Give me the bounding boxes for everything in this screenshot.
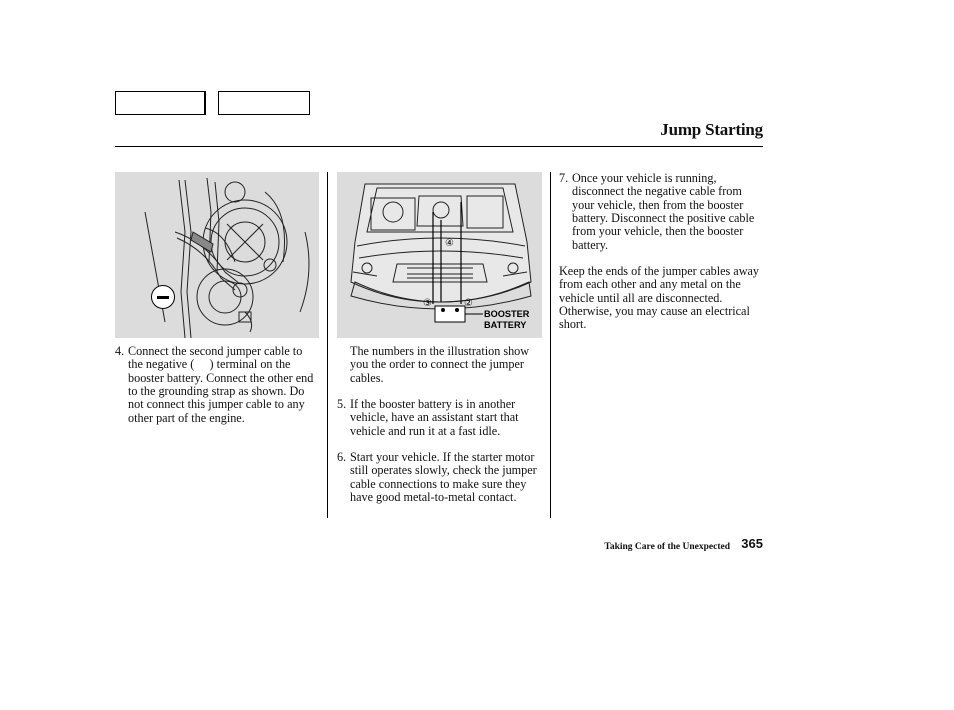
step-5 — [337, 398, 547, 438]
page-number: 365 — [741, 536, 763, 551]
step-4-text: Connect the second jumper cable to the negative ( ) terminal on the booster battery. Connect the other end to the grounding strap as shown. Do not connect this jumper cable to any other part of the engine. — [128, 344, 314, 425]
ground-connection-illustration — [115, 172, 319, 338]
step-7-text: Once your vehicle is running, disconnect the negative cable from your vehicle, then from the booster battery. Disconnect the positive cable from your vehicle, then the booster battery. — [572, 171, 755, 252]
step-4 — [115, 345, 320, 425]
column-1-text — [115, 345, 320, 425]
short-circuit-warning: Keep the ends of the jumper cables away from each other and any metal on the vehicle until all are disconnected. Otherwise, you may cause an electrical short. — [559, 264, 759, 332]
negative-terminal-icon — [151, 285, 175, 309]
step-6-number: 6. — [337, 450, 347, 465]
step-7 — [559, 172, 765, 252]
header-rule — [115, 146, 763, 147]
column-divider-1 — [327, 172, 328, 518]
column-2-text — [337, 345, 547, 504]
step-7-number: 7. — [559, 171, 569, 185]
column-divider-2 — [550, 172, 551, 518]
callout-4: ④ — [445, 238, 454, 249]
step-4-number: 4. — [115, 344, 125, 358]
nav-tab-main-menu[interactable] — [115, 91, 206, 115]
page-title: Jump Starting — [660, 120, 763, 139]
engine-ground-drawing — [115, 172, 319, 338]
step-5-number: 5. — [337, 397, 347, 412]
callout-3: ③ — [423, 298, 432, 309]
illustration-note: The numbers in the illustration show you the order to connect the jumper cables. — [350, 344, 530, 385]
nav-tab-index[interactable] — [218, 91, 310, 115]
step-6 — [337, 451, 547, 504]
booster-battery-label — [484, 309, 529, 331]
callout-2: ② — [464, 298, 473, 309]
booster-label-line2: BATTERY — [484, 320, 527, 330]
section-footer: Taking Care of the Unexpected — [604, 542, 730, 552]
column-3-text — [559, 172, 765, 332]
booster-label-line1: BOOSTER — [484, 309, 530, 319]
step-6-text: Start your vehicle. If the starter motor still operates slowly, check the jumper cable connections to make sure they have good metal-to-metal contact. — [350, 450, 537, 505]
step-5-text: If the booster battery is in another vehicle, have an assistant start that vehicle and run it at a fast idle. — [350, 397, 519, 438]
